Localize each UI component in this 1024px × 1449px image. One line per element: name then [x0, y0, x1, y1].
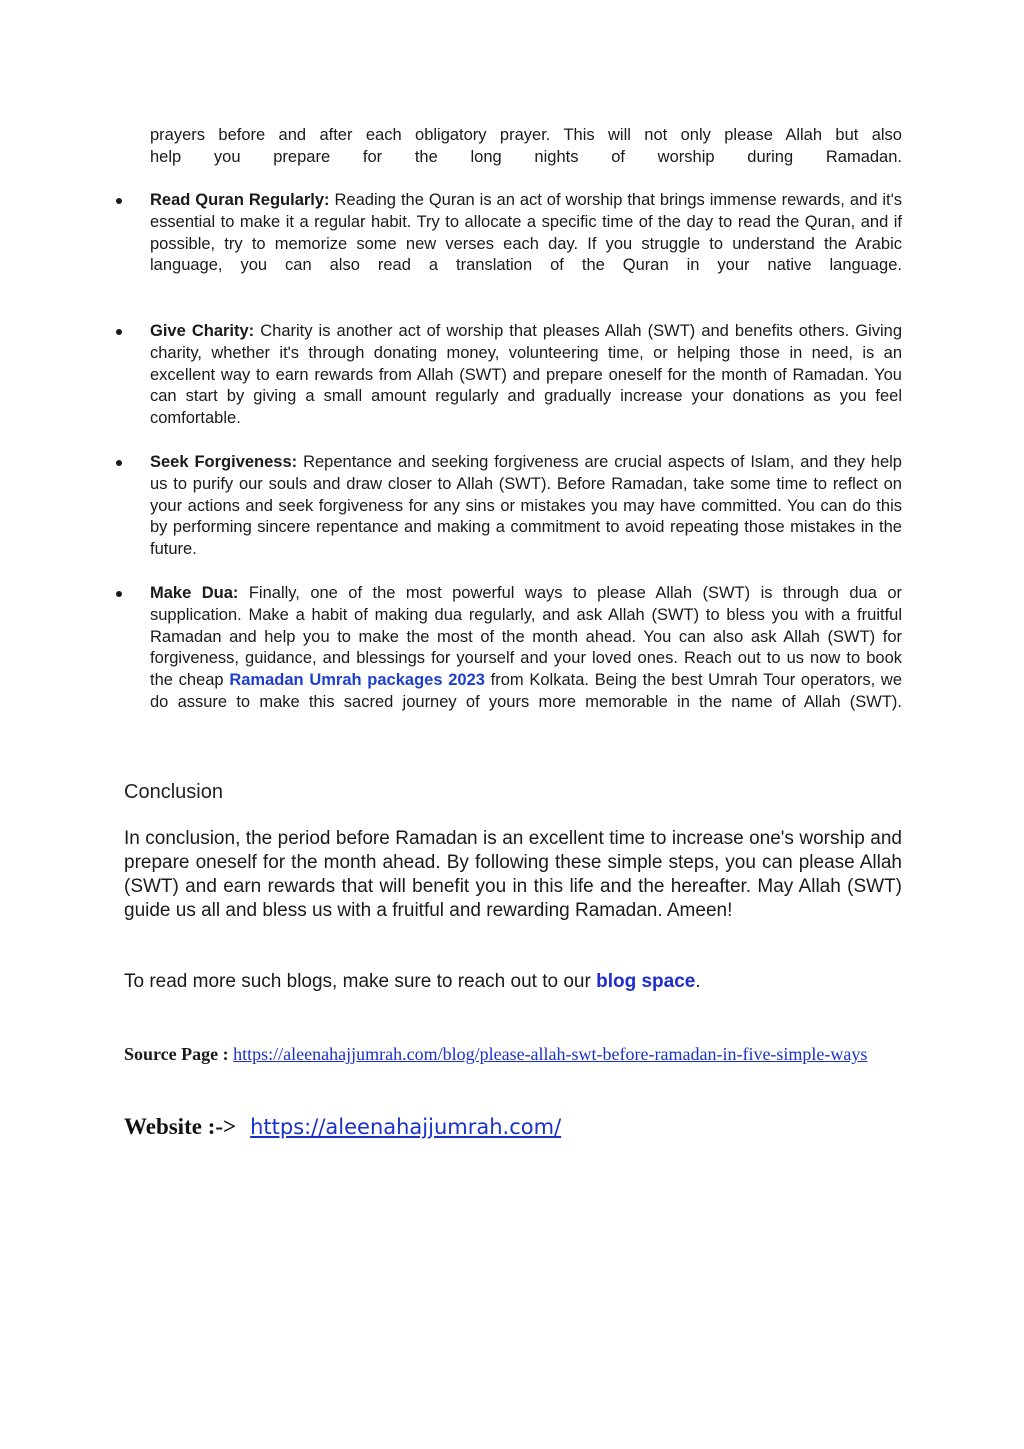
tips-list	[150, 190, 902, 714]
tip-text: Reading the Quran is an act of worship that brings immense rewards, and it's essential to make it a regular habit. Try to allocate a specific time of the day to read the Quran, and if possible, try to memorize some new verses each day. If you struggle to understand the Arabic language, you can also read a translation of the Quran in your native language.	[150, 191, 902, 275]
ramadan-umrah-packages-link[interactable]: Ramadan Umrah packages 2023	[229, 671, 485, 690]
source-url-link[interactable]: https://aleenahajjumrah.com/blog/please-allah-swt-before-ramadan-in-five-simple-ways	[233, 1044, 868, 1064]
intro-continuation	[150, 125, 902, 169]
source-label: Source Page :	[124, 1044, 229, 1064]
tip-text-after: from Kolkata. Being the best Umrah Tour operators, we do assure to make this sacred journey of yours more memorable in the name of Allah (SWT).	[150, 671, 902, 711]
bullet-icon	[116, 460, 122, 466]
conclusion-paragraph: In conclusion, the period before Ramadan is an excellent time to increase one's worship and prepare oneself for the month ahead. By following these simple steps, you can please Allah (SWT) and earn rewards that will benefit you in this life and the hereafter. May Allah (SWT) guide us all and bless us with a fruitful and rewarding Ramadan. Ameen!	[124, 828, 902, 921]
list-item	[150, 321, 902, 452]
tip-term: Seek Forgiveness:	[150, 453, 298, 471]
tip-text-before: Finally, one of the most powerful ways to please Allah (SWT) is through dua or supplication. Make a habit of making dua regularly, and ask Allah (SWT) to bless you with a fruitful Ramadan and help you to make the most of the month ahead. You can also ask Allah (SWT) for forgiveness, guidance, and blessings for yourself and your loved ones. Reach out to us now to book the cheap	[150, 584, 902, 690]
intro-line-1: prayers before and after each obligatory prayer. This will not only please Allah but also	[150, 126, 902, 144]
tip-term: Read Quran Regularly:	[150, 191, 330, 209]
blog-cta	[124, 970, 902, 994]
website-label: Website :->	[124, 1114, 237, 1139]
bullet-icon	[116, 591, 122, 597]
tip-text: Repentance and seeking forgiveness are crucial aspects of Islam, and they help us to purify our souls and draw closer to Allah (SWT). Before Ramadan, take some time to reflect on your actions and seek forgiveness for any sins or mistakes you may have committed. You can do this by performing sincere repentance and making a commitment to avoid repeating those mistakes in the future.	[150, 453, 902, 559]
conclusion-heading: Conclusion	[124, 781, 223, 803]
bullet-icon	[116, 329, 122, 335]
bullet-icon	[116, 198, 122, 204]
tip-term: Give Charity:	[150, 322, 255, 340]
blog-space-link[interactable]: blog space	[596, 971, 696, 992]
website-url-link[interactable]: https://aleenahajjumrah.com/	[250, 1115, 562, 1139]
source-page-line	[124, 1042, 902, 1066]
list-item	[150, 190, 902, 321]
website-line	[124, 1113, 561, 1140]
intro-line-2: help you prepare for the long nights of worship during Ramadan.	[150, 147, 902, 166]
list-item	[150, 452, 902, 583]
cta-text: To read more such blogs, make sure to reach out to our	[124, 971, 591, 992]
cta-period: .	[695, 971, 701, 992]
list-item	[150, 583, 902, 714]
tip-text: Charity is another act of worship that pleases Allah (SWT) and benefits others. Giving charity, whether it's through donating money, volunteering time, or helping those in need, is an excellent way to earn rewards from Allah (SWT) and prepare oneself for the month of Ramadan. You can start by giving a small amount regularly and gradually increase your donations as you feel comfortable.	[150, 322, 903, 428]
tip-term: Make Dua:	[150, 584, 239, 602]
